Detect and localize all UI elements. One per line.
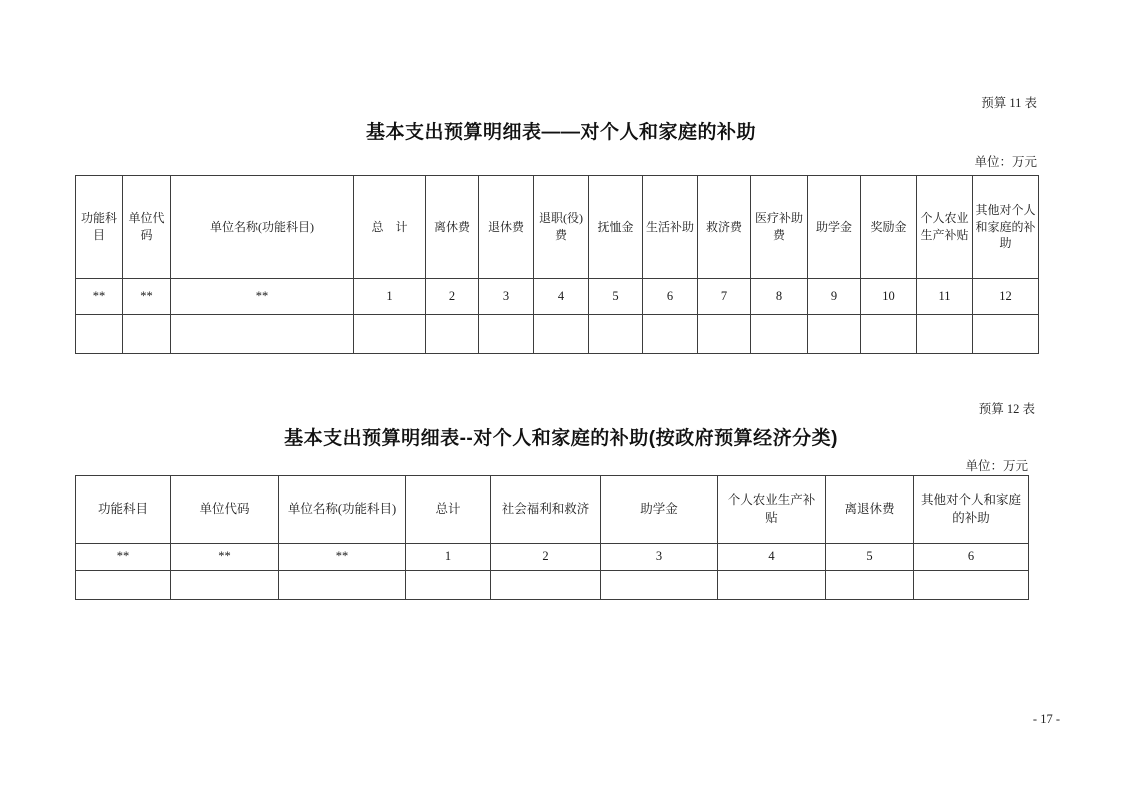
table2-header-cell: 总计 <box>406 476 491 544</box>
table1-code-cell: ** <box>171 279 354 315</box>
table1-empty-cell <box>861 315 917 354</box>
table1-empty-cell <box>426 315 479 354</box>
table1-empty-cell <box>751 315 808 354</box>
table2-code-cell: 3 <box>601 544 718 571</box>
table1-header-cell: 退休费 <box>479 176 534 279</box>
table2-title: 基本支出预算明细表--对个人和家庭的补助(按政府预算经济分类) <box>284 428 838 449</box>
table2-code-cell: 4 <box>718 544 826 571</box>
table2-code-cell: ** <box>76 544 171 571</box>
table1-title: 基本支出预算明细表——对个人和家庭的补助 <box>365 122 756 143</box>
table1-header-row <box>76 176 1039 279</box>
table2-code-cell: 6 <box>914 544 1029 571</box>
table1-header-cell: 生活补助 <box>643 176 698 279</box>
table1-header-cell: 单位名称(功能科目) <box>171 176 354 279</box>
table2-header-cell: 单位代码 <box>171 476 279 544</box>
table1-code-cell: ** <box>123 279 171 315</box>
table1-header-cell: 个人农业生产补贴 <box>917 176 973 279</box>
table2-empty-cell <box>406 571 491 600</box>
table1-header-cell: 离休费 <box>426 176 479 279</box>
table1-empty-cell <box>534 315 589 354</box>
table2-header-row <box>76 476 1029 544</box>
table1-empty-row <box>76 315 1039 354</box>
table1-empty-cell <box>698 315 751 354</box>
table1-header-cell: 单位代码 <box>123 176 171 279</box>
table2-empty-row <box>76 571 1029 600</box>
table2-header-cell: 离退休费 <box>826 476 914 544</box>
table2-empty-cell <box>279 571 406 600</box>
table1-code-cell: 12 <box>973 279 1039 315</box>
table1-empty-cell <box>354 315 426 354</box>
budget-table-11 <box>75 175 1039 354</box>
table2-code-cell: 1 <box>406 544 491 571</box>
table1-unit-label: 单位：万元 <box>974 155 1037 169</box>
table1-header-cell: 救济费 <box>698 176 751 279</box>
table1-code-cell: 8 <box>751 279 808 315</box>
table2-header-cell: 个人农业生产补贴 <box>718 476 826 544</box>
table1-empty-cell <box>808 315 861 354</box>
table2-header-cell: 功能科目 <box>76 476 171 544</box>
table1-empty-cell <box>973 315 1039 354</box>
table1-empty-cell <box>171 315 354 354</box>
table1-code-cell: 11 <box>917 279 973 315</box>
table1-empty-cell <box>479 315 534 354</box>
table1-code-cell: 7 <box>698 279 751 315</box>
table1-empty-cell <box>76 315 123 354</box>
table1-code-cell: ** <box>76 279 123 315</box>
table1-code-row <box>76 279 1039 315</box>
table1-empty-cell <box>917 315 973 354</box>
table2-empty-cell <box>914 571 1029 600</box>
table1-header-cell: 退职(役)费 <box>534 176 589 279</box>
table2-header-cell: 社会福利和救济 <box>491 476 601 544</box>
table1-code-cell: 2 <box>426 279 479 315</box>
table2-header-cell: 助学金 <box>601 476 718 544</box>
table2-header-cell: 单位名称(功能科目) <box>279 476 406 544</box>
table2-code-cell: ** <box>279 544 406 571</box>
table1-code-cell: 9 <box>808 279 861 315</box>
page-number: - 17 - <box>1032 712 1060 726</box>
table2-corner-label: 预算 12 表 <box>978 402 1035 416</box>
table2-code-cell: 2 <box>491 544 601 571</box>
table1-code-cell: 10 <box>861 279 917 315</box>
table1-empty-cell <box>643 315 698 354</box>
table2-empty-cell <box>826 571 914 600</box>
table1-header-cell: 功能科目 <box>76 176 123 279</box>
table1-empty-cell <box>589 315 643 354</box>
table1-code-cell: 1 <box>354 279 426 315</box>
table2-code-cell: ** <box>171 544 279 571</box>
table1-header-cell: 抚恤金 <box>589 176 643 279</box>
table2-empty-cell <box>601 571 718 600</box>
table2-unit-label: 单位：万元 <box>965 459 1028 473</box>
table2-header-cell: 其他对个人和家庭的补助 <box>914 476 1029 544</box>
table1-header-cell: 助学金 <box>808 176 861 279</box>
table2-empty-cell <box>718 571 826 600</box>
table1-code-cell: 5 <box>589 279 643 315</box>
table2-empty-cell <box>491 571 601 600</box>
table1-header-cell: 总 计 <box>354 176 426 279</box>
table2-code-cell: 5 <box>826 544 914 571</box>
table2-code-row <box>76 544 1029 571</box>
table1-header-cell: 医疗补助费 <box>751 176 808 279</box>
table1-header-cell: 其他对个人和家庭的补助 <box>973 176 1039 279</box>
table1-code-cell: 4 <box>534 279 589 315</box>
table1-corner-label: 预算 11 表 <box>981 96 1037 110</box>
table1-empty-cell <box>123 315 171 354</box>
table1-header-cell: 奖励金 <box>861 176 917 279</box>
table2-empty-cell <box>76 571 171 600</box>
table1-code-cell: 6 <box>643 279 698 315</box>
table2-empty-cell <box>171 571 279 600</box>
table1-code-cell: 3 <box>479 279 534 315</box>
budget-table-12 <box>75 475 1029 600</box>
